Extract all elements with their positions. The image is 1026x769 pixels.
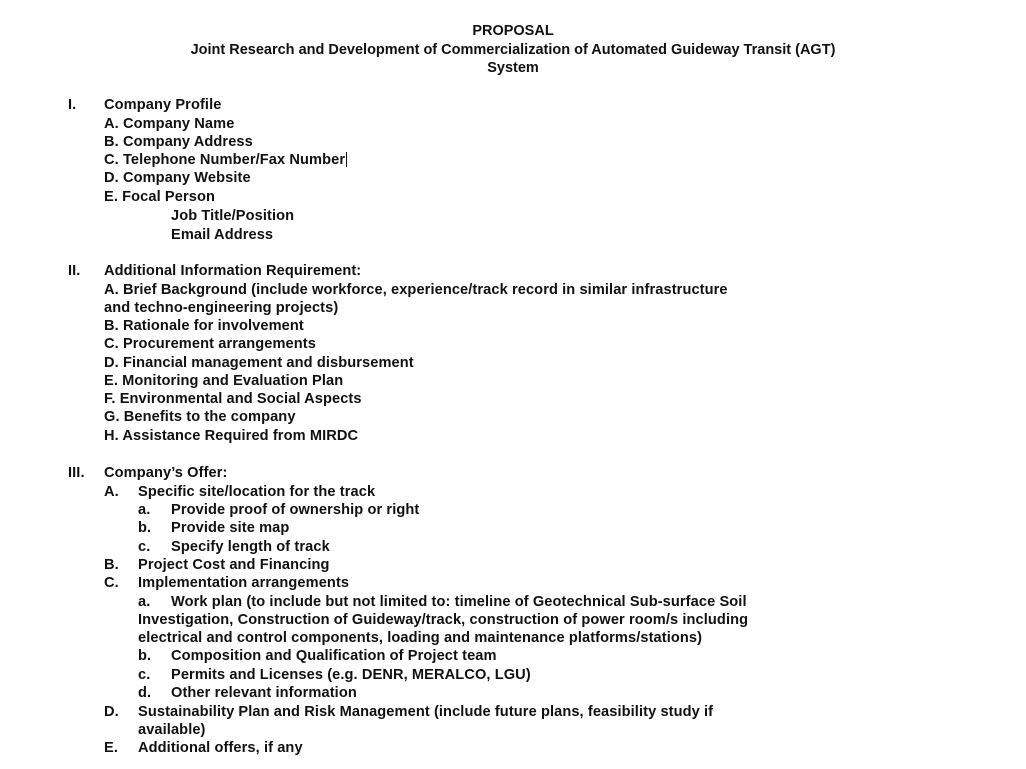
item-a-letter: A. (104, 484, 119, 500)
document-subtitle-line-2: System (487, 60, 539, 76)
subitem-a-letter: a. (138, 502, 151, 518)
section-iii-title: Company’s Offer: (104, 465, 228, 481)
subitem-work-plan-letter: a. (138, 594, 151, 610)
subitem-work-plan-line-2: Investigation, Construction of Guideway/track, construction of power room/s including (138, 612, 749, 628)
item-focal-person: E. Focal Person (104, 189, 215, 205)
section-ii-numeral: II. (68, 263, 81, 279)
document-header (0, 22, 1026, 78)
item-email-address: Email Address (171, 227, 274, 243)
item-environmental-social: F. Environmental and Social Aspects (104, 391, 362, 407)
item-company-website: D. Company Website (104, 170, 251, 186)
section-ii-title: Additional Information Requirement: (104, 263, 362, 279)
item-sustainability-line-1: Sustainability Plan and Risk Management (include future plans, feasibility study if (138, 704, 714, 720)
document-title: PROPOSAL (472, 23, 554, 39)
item-d-letter: D. (104, 704, 119, 720)
subitem-length-of-track: Specify length of track (171, 539, 330, 555)
item-telephone-fax: C. Telephone Number/Fax Number (104, 152, 346, 168)
section-i-title: Company Profile (104, 97, 222, 113)
item-rationale: B. Rationale for involvement (104, 318, 304, 334)
subitem-b-letter: b. (138, 520, 152, 536)
section-i-numeral: I. (68, 97, 77, 113)
subitem-work-plan-line-1: Work plan (to include but not limited to: timeline of Geotechnical Sub-surface Soil (171, 594, 747, 610)
item-specific-site: Specific site/location for the track (138, 484, 376, 500)
subitem-other-letter: d. (138, 685, 152, 701)
item-c-letter: C. (104, 575, 119, 591)
subitem-permits-letter: c. (138, 667, 151, 683)
subitem-team-letter: b. (138, 648, 152, 664)
item-implementation: Implementation arrangements (138, 575, 350, 591)
subitem-project-team: Composition and Qualification of Project team (171, 648, 497, 664)
item-project-cost: Project Cost and Financing (138, 557, 330, 573)
item-company-name: A. Company Name (104, 116, 235, 132)
item-brief-background-line-1: A. Brief Background (include workforce, experience/track record in similar infrastructure (104, 282, 728, 298)
subitem-proof-of-ownership: Provide proof of ownership or right (171, 502, 420, 518)
item-job-title: Job Title/Position (171, 208, 295, 224)
item-procurement: C. Procurement arrangements (104, 336, 316, 352)
item-assistance-required: H. Assistance Required from MIRDC (104, 428, 359, 444)
item-sustainability-line-2: available) (138, 722, 206, 738)
item-company-address: B. Company Address (104, 134, 253, 150)
item-benefits: G. Benefits to the company (104, 409, 296, 425)
item-e-letter: E. (104, 740, 118, 756)
item-additional-offers: Additional offers, if any (138, 740, 303, 756)
subitem-c-letter: c. (138, 539, 151, 555)
section-iii-numeral: III. (68, 465, 85, 481)
text-cursor (346, 152, 347, 167)
item-monitoring-evaluation: E. Monitoring and Evaluation Plan (104, 373, 344, 389)
subitem-site-map: Provide site map (171, 520, 290, 536)
subitem-permits-licenses: Permits and Licenses (e.g. DENR, MERALCO, LGU) (171, 667, 531, 683)
item-financial-management: D. Financial management and disbursement (104, 355, 414, 371)
subitem-other-info: Other relevant information (171, 685, 357, 701)
item-brief-background-line-2: and techno-engineering projects) (104, 300, 339, 316)
item-b-letter: B. (104, 557, 119, 573)
document-subtitle-line-1: Joint Research and Development of Commercialization of Automated Guideway Transit (AGT) (190, 41, 836, 58)
subitem-work-plan-line-3: electrical and control components, loading and maintenance platforms/stations) (138, 630, 703, 646)
